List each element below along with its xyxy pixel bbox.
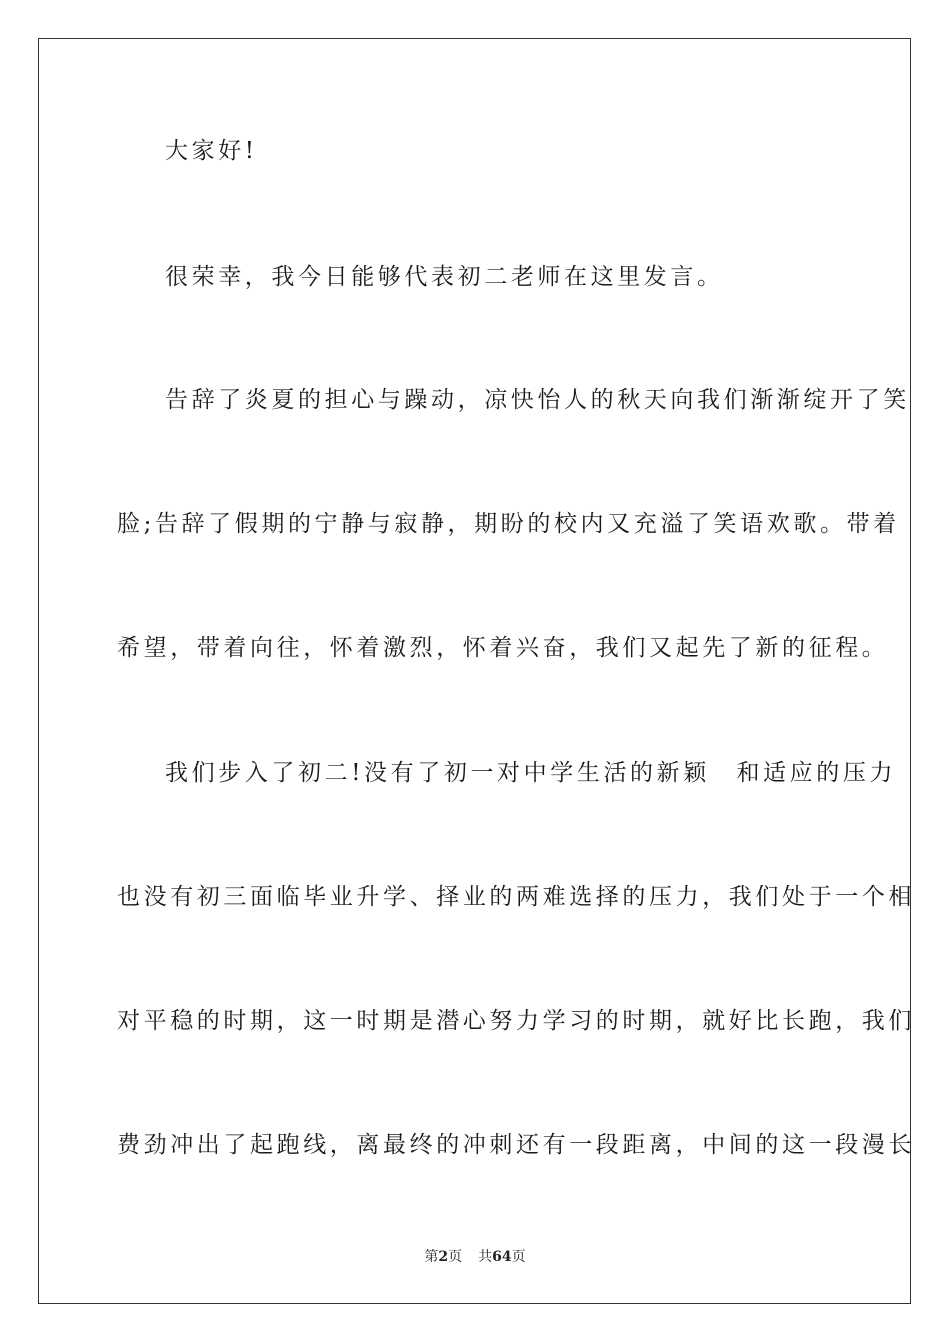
intro-line: 很荣幸，我今日能够代表初二老师在这里发言。 — [165, 264, 724, 290]
paragraph-line: 我们步入了初二!没有了初一对中学生活的新颖 和适应的压力 — [165, 760, 897, 786]
page-number: 2 — [438, 1249, 449, 1265]
page-footer — [0, 1248, 950, 1266]
total-pages: 64 — [492, 1249, 512, 1265]
paragraph-line: 告辞了炎夏的担心与躁动，凉快怡人的秋天向我们渐渐绽开了笑 — [165, 387, 910, 413]
paragraph-line: 脸;告辞了假期的宁静与寂静，期盼的校内又充溢了笑语欢歌。带着 — [117, 511, 900, 537]
greeting-line: 大家好! — [165, 138, 258, 164]
paragraph-line: 也没有初三面临毕业升学、择业的两难选择的压力，我们处于一个相 — [117, 884, 915, 910]
total-suffix: 页 — [511, 1249, 526, 1265]
total-prefix: 共 — [478, 1249, 493, 1265]
page-border — [38, 38, 915, 1304]
page-suffix: 页 — [448, 1249, 463, 1265]
paragraph-line: 希望，带着向往，怀着激烈，怀着兴奋，我们又起先了新的征程。 — [117, 635, 889, 661]
paragraph-line: 对平稳的时期，这一时期是潜心努力学习的时期，就好比长跑，我们 — [117, 1008, 915, 1034]
paragraph-line: 费劲冲出了起跑线，离最终的冲刺还有一段距离，中间的这一段漫长 — [117, 1132, 915, 1158]
page-prefix: 第 — [424, 1249, 439, 1265]
